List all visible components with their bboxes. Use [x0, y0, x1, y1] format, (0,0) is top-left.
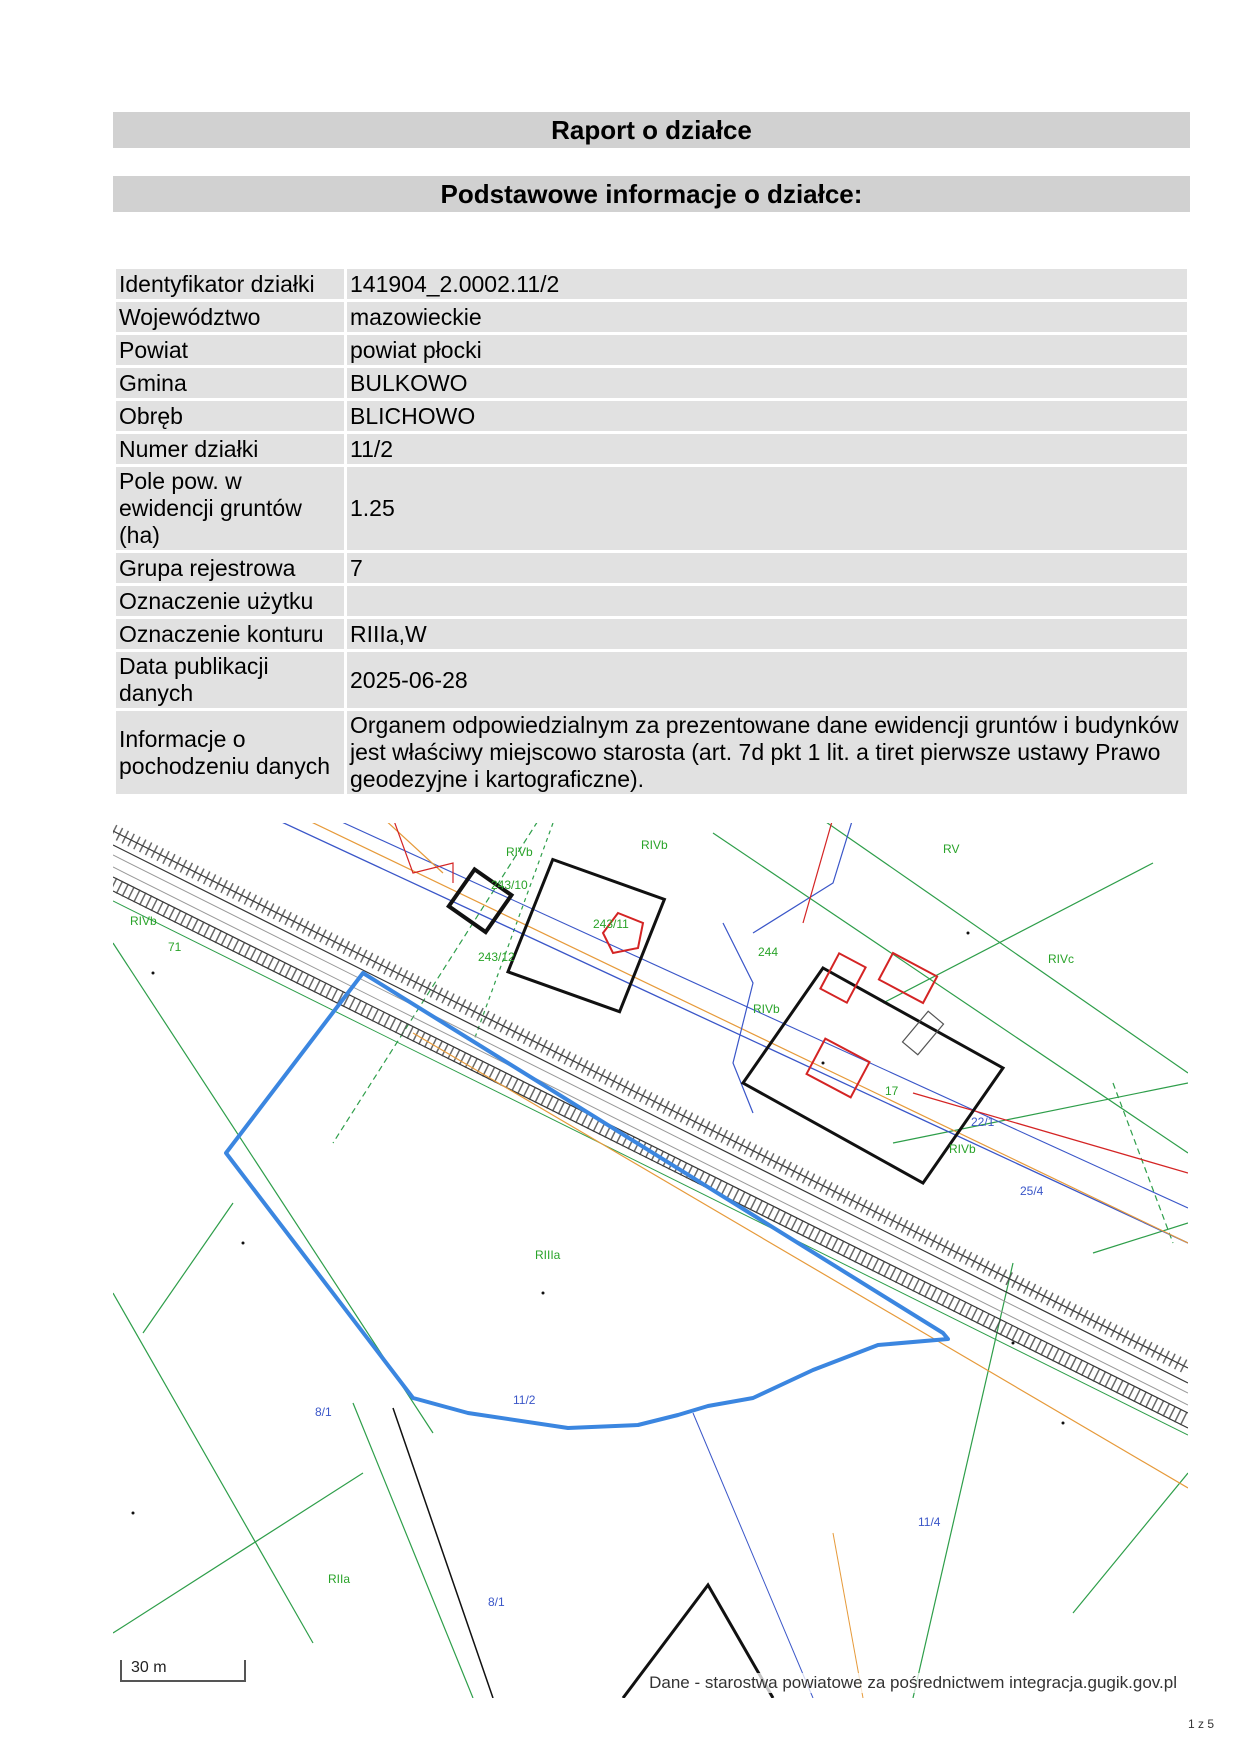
boundary-line — [393, 1408, 493, 1698]
scale-bar — [120, 1660, 246, 1682]
map-label: 243/10 — [491, 878, 528, 892]
boundary-line — [143, 1203, 233, 1333]
row-value: RIIIa,W — [347, 619, 1187, 649]
table-row — [116, 302, 1187, 332]
row-value: mazowieckie — [347, 302, 1187, 332]
row-value: 2025-06-28 — [347, 652, 1187, 708]
map-label: 243/12 — [478, 950, 515, 964]
map-label: 243/11 — [593, 917, 629, 931]
parcel-outline[interactable] — [226, 973, 948, 1428]
table-row — [116, 619, 1187, 649]
map-label: 11/4 — [918, 1515, 941, 1529]
row-value: 7 — [347, 553, 1187, 583]
map-canvas — [113, 823, 1188, 1698]
table-row — [116, 368, 1187, 398]
page-number: 1 z 5 — [1187, 1717, 1214, 1731]
boundary-line — [113, 1473, 363, 1633]
map-label: RIVb — [949, 1142, 976, 1156]
table-row — [116, 269, 1187, 299]
parcel-info-table — [113, 266, 1190, 797]
row-label: Grupa rejestrowa — [116, 553, 344, 583]
row-label: Województwo — [116, 302, 344, 332]
boundary-line — [1113, 1083, 1173, 1243]
row-label: Obręb — [116, 401, 344, 431]
map-label: RIIa — [328, 1572, 351, 1586]
map-label: 11/2 — [513, 1393, 536, 1407]
row-value: 11/2 — [347, 434, 1187, 464]
row-label: Oznaczenie konturu — [116, 619, 344, 649]
map-label: 25/4 — [1020, 1184, 1044, 1198]
row-label: Powiat — [116, 335, 344, 365]
boundary-line — [813, 823, 1188, 1073]
map-label: 71 — [168, 940, 182, 954]
scale-label: 30 m — [131, 1659, 167, 1676]
railway — [113, 831, 1188, 1435]
row-value: Organem odpowiedzialnym za prezentowane dane ewidencji gruntów i budynków jest właściwy miejscowo starosta (art. 7d pkt 1 lit. a tiret pierwsze ustawy Prawo geodezyjne i kartograficzne). — [347, 711, 1187, 794]
table-row — [116, 434, 1187, 464]
map-label: RIIIa — [535, 1248, 561, 1262]
boundary-line — [113, 1293, 313, 1643]
boundary-line — [883, 863, 1153, 1003]
green-boundaries — [113, 823, 1188, 1698]
table-row — [116, 652, 1187, 708]
row-value — [347, 586, 1187, 616]
map-label: 22/1 — [971, 1115, 995, 1129]
boundary-line — [1073, 1473, 1188, 1613]
map-label: 8/1 — [315, 1405, 332, 1419]
table-row — [116, 467, 1187, 550]
table-row — [116, 553, 1187, 583]
row-label: Gmina — [116, 368, 344, 398]
table-row — [116, 711, 1187, 794]
map-label: 17 — [885, 1084, 899, 1098]
boundary-line — [893, 1083, 1188, 1143]
boundary-line — [1093, 1223, 1188, 1253]
boundary-line — [913, 1263, 1013, 1698]
row-label: Numer działki — [116, 434, 344, 464]
row-value: powiat płocki — [347, 335, 1187, 365]
map-label: RIVc — [1048, 952, 1075, 966]
row-label: Data publikacji danych — [116, 652, 344, 708]
table-row — [116, 401, 1187, 431]
map-label: 8/1 — [488, 1595, 505, 1609]
row-label: Identyfikator działki — [116, 269, 344, 299]
building — [493, 845, 679, 1026]
map-label: 244 — [758, 945, 779, 959]
row-label: Pole pow. w ewidencji gruntów (ha) — [116, 467, 344, 550]
map-label: RIVb — [753, 1002, 780, 1016]
boundary-line — [333, 823, 543, 1143]
map-label: RIVb — [506, 845, 533, 859]
map-attribution: Dane - starostwa powiatowe za pośrednictwem integracja.gugik.gov.pl — [649, 1673, 1177, 1692]
row-value: BULKOWO — [347, 368, 1187, 398]
row-value: 141904_2.0002.11/2 — [347, 269, 1187, 299]
map-label: RIVb — [130, 914, 157, 928]
row-label: Informacje o pochodzeniu danych — [116, 711, 344, 794]
parcel-map[interactable] — [113, 823, 1188, 1698]
table-row — [116, 335, 1187, 365]
map-label: RIVb — [641, 838, 668, 852]
row-value: 1.25 — [347, 467, 1187, 550]
report-title: Raport o działce — [113, 112, 1190, 148]
table-row — [116, 586, 1187, 616]
map-label: RV — [943, 842, 960, 856]
section-title: Podstawowe informacje o działce: — [113, 176, 1190, 212]
building — [807, 1039, 870, 1098]
row-label: Oznaczenie użytku — [116, 586, 344, 616]
row-value: BLICHOWO — [347, 401, 1187, 431]
boundary-line — [353, 1403, 473, 1698]
